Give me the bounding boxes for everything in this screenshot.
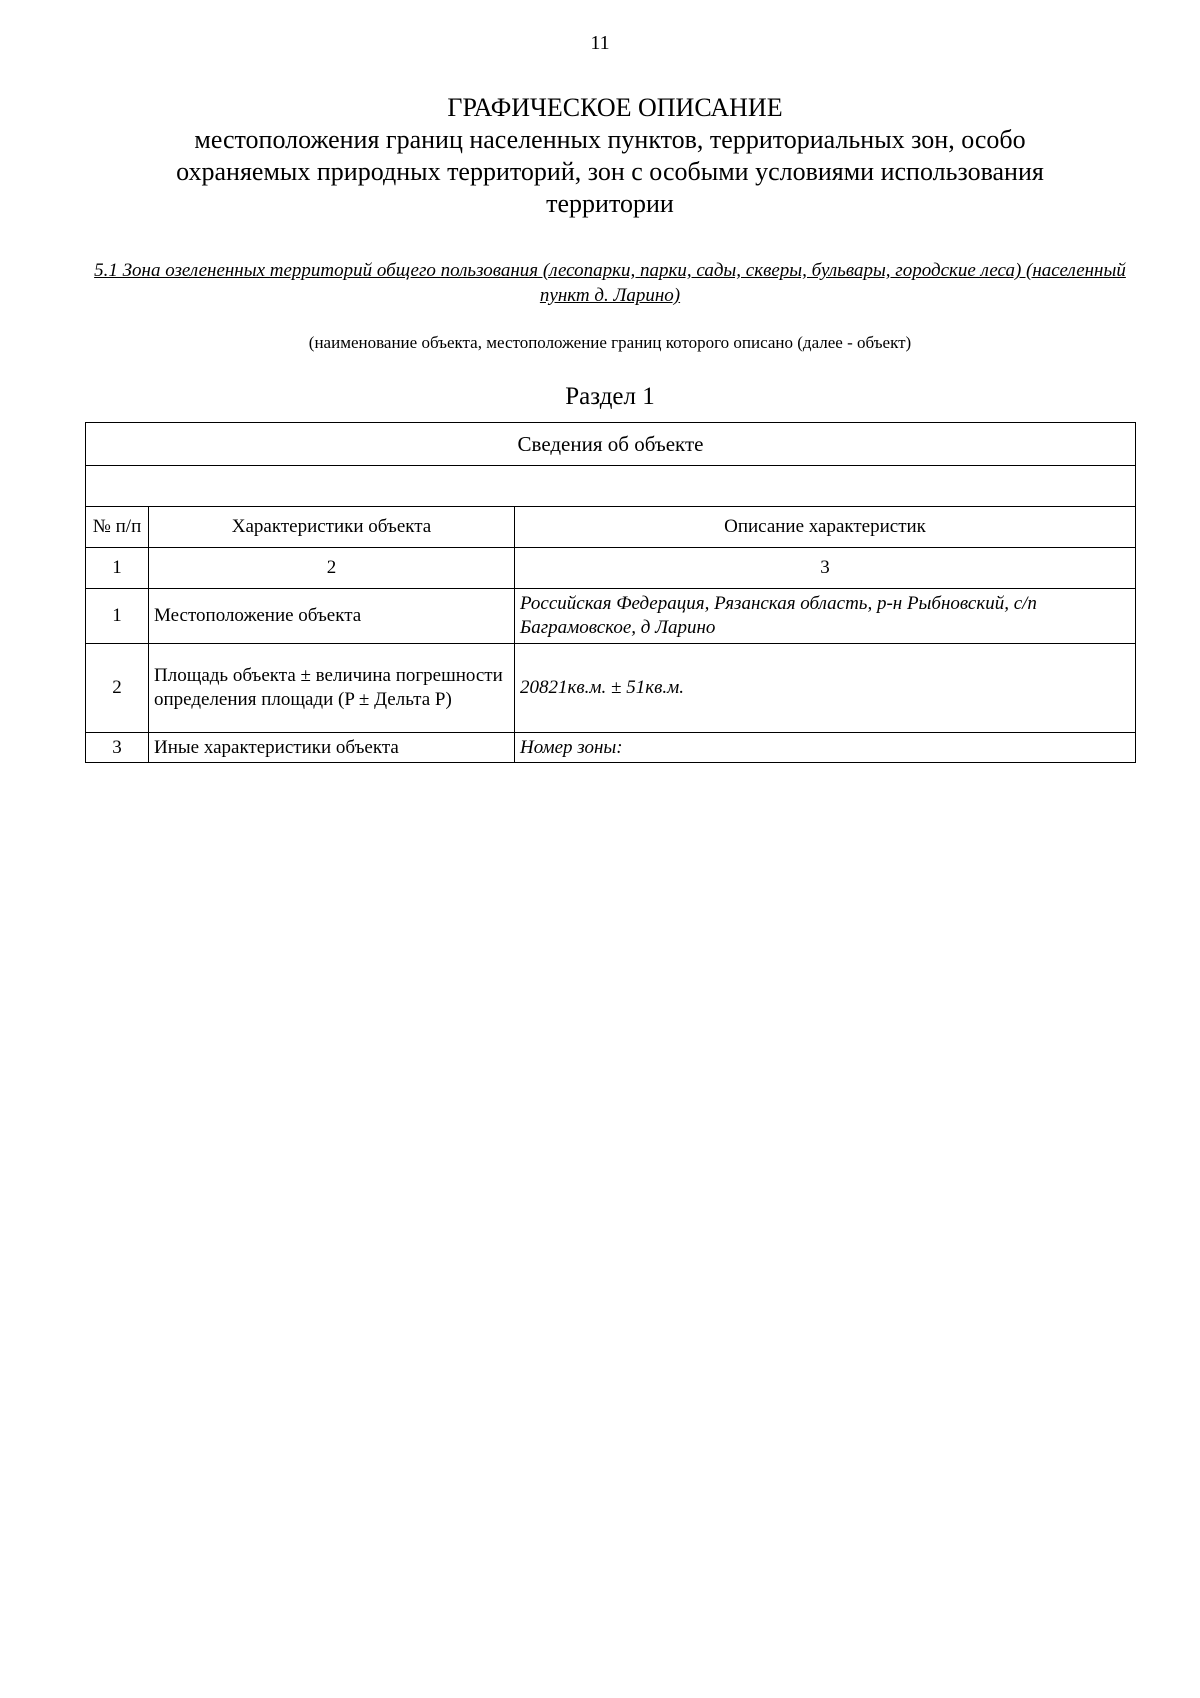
- row-number: 3: [86, 733, 149, 763]
- row-description: [515, 589, 1136, 644]
- row-description: 20821кв.м. ± 51кв.м.: [515, 644, 1136, 733]
- table-row: [86, 733, 1136, 763]
- column-header-description: Описание характеристик: [515, 507, 1136, 548]
- object-name: 5.1 Зона озелененных территорий общего пользования (лесопарки, парки, сады, скверы, бульвары, городские леса) (населенный пункт д. Ларино): [94, 260, 1126, 306]
- object-info-table: [85, 422, 1136, 763]
- column-number-1: 1: [86, 548, 149, 589]
- row-characteristic-text: Площадь объекта ± величина погрешности определения площади (P ± Дельта P): [154, 665, 503, 710]
- table-column-header-row: [86, 507, 1136, 548]
- table-empty-cell: [86, 466, 1136, 507]
- table-heading: Сведения об объекте: [86, 423, 1136, 466]
- page-number: 11: [590, 32, 610, 54]
- title-main: ГРАФИЧЕСКОЕ ОПИСАНИЕ: [447, 93, 783, 122]
- row-number: 2: [86, 644, 149, 733]
- column-header-characteristic: Характеристики объекта: [149, 507, 515, 548]
- column-number-3: 3: [515, 548, 1136, 589]
- table-row: [86, 644, 1136, 733]
- row-characteristic: Иные характеристики объекта: [149, 733, 515, 763]
- column-number-2: 2: [149, 548, 515, 589]
- row-description: Номер зоны:: [515, 733, 1136, 763]
- table-column-number-row: [86, 548, 1136, 589]
- table-row: [86, 589, 1136, 644]
- table-empty-row: [86, 466, 1136, 507]
- row-number: 1: [86, 589, 149, 644]
- column-header-num: № п/п: [86, 507, 149, 548]
- object-caption: (наименование объекта, местоположение границ которого описано (далее - объект): [308, 333, 912, 352]
- title-subtitle: местоположения границ населенных пунктов, территориальных зон, особо охраняемых природных территорий, зон с особыми условиями использования территории: [176, 125, 1044, 218]
- row-characteristic: Местоположение объекта: [149, 589, 515, 644]
- row-description-text: Российская Федерация, Рязанская область, р-н Рыбновский, с/п Баграмовское, д Ларино: [520, 593, 1037, 638]
- table-heading-row: [86, 423, 1136, 466]
- row-characteristic: [149, 644, 515, 733]
- section-title: Раздел 1: [565, 383, 655, 410]
- document-title: [130, 92, 1090, 220]
